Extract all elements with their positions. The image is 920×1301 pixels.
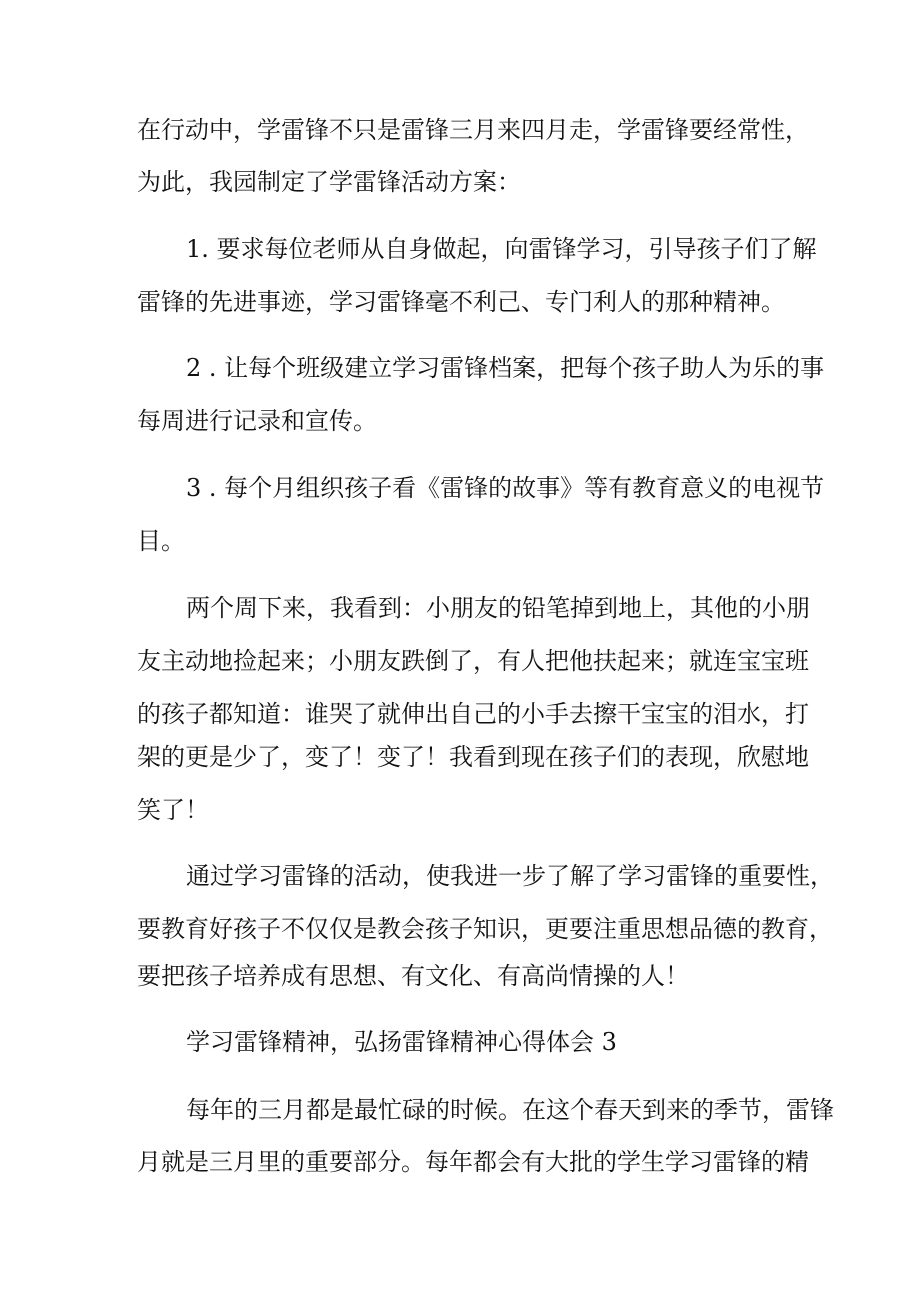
text-line: 在行动中，学雷锋不只是雷锋三月来四月走，学雷锋要经常性，: [137, 116, 809, 144]
text-line: 要把孩子培养成有思想、有文化、有高尚情操的人！: [137, 962, 689, 990]
text-line: 每年的三月都是最忙碌的时候。在这个春天到来的季节，雷锋: [186, 1096, 834, 1124]
text-line: 目。: [137, 527, 185, 555]
section-heading: 学习雷锋精神，弘扬雷锋精神心得体会 3: [186, 1028, 617, 1056]
text-line: 雷锋的先进事迹，学习雷锋毫不利己、专门利人的那种精神。: [137, 288, 785, 316]
text-line: 为此，我园制定了学雷锋活动方案：: [137, 168, 521, 196]
text-line: 通过学习雷锋的活动，使我进一步了解了学习雷锋的重要性，: [186, 862, 834, 890]
text-line: 2 . 让每个班级建立学习雷锋档案，把每个孩子助人为乐的事: [186, 354, 825, 382]
text-line: 3 . 每个月组织孩子看《雷锋的故事》等有教育意义的电视节: [186, 474, 825, 502]
text-line: 每周进行记录和宣传。: [137, 407, 377, 435]
text-line: 要教育好孩子不仅仅是教会孩子知识，更要注重思想品德的教育，: [137, 915, 833, 943]
text-line: 两个周下来，我看到：小朋友的铅笔掉到地上，其他的小朋: [186, 594, 810, 622]
text-line: 1. 要求每位老师从自身做起，向雷锋学习，引导孩子们了解: [186, 235, 817, 263]
text-line: 架的更是少了，变了！变了！我看到现在孩子们的表现，欣慰地: [137, 743, 809, 771]
text-line: 的孩子都知道：谁哭了就伸出自己的小手去擦干宝宝的泪水，打: [137, 700, 809, 728]
text-line: 笑了！: [137, 796, 209, 824]
text-line: 月就是三月里的重要部分。每年都会有大批的学生学习雷锋的精: [137, 1148, 809, 1176]
text-line: 友主动地捡起来；小朋友跌倒了，有人把他扶起来；就连宝宝班: [137, 647, 809, 675]
